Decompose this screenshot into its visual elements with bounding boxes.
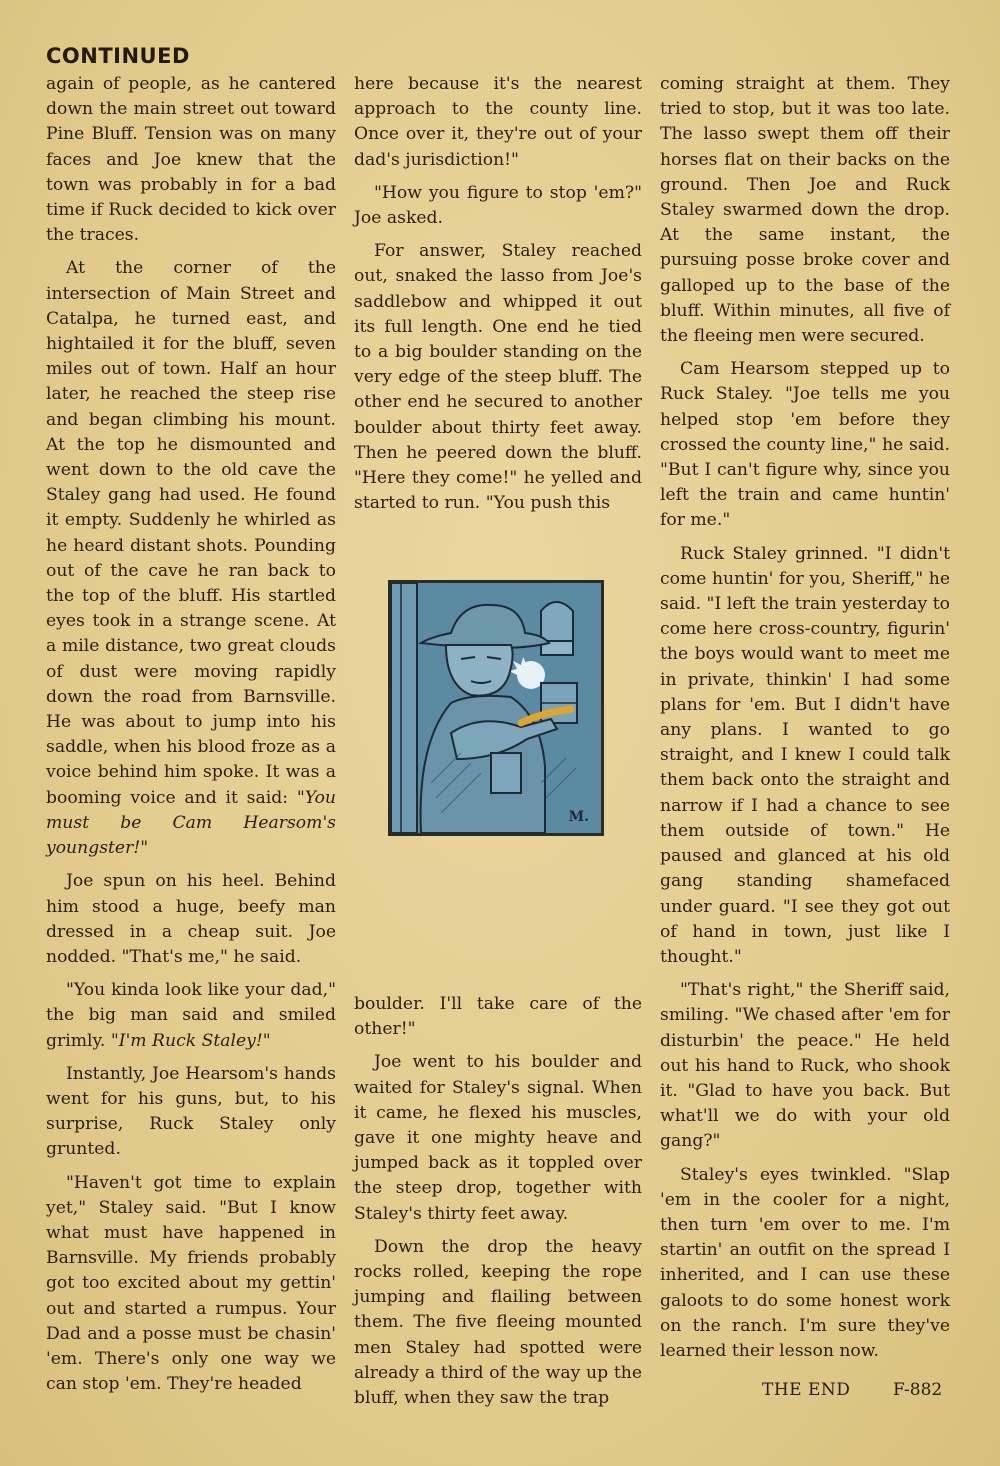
text-column-3: [660, 72, 950, 1372]
paragraph: "How you figure to stop 'em?" Joe asked.: [354, 182, 642, 229]
cowboy-illustration: [391, 583, 601, 833]
paragraph: "Haven't got time to explain yet," Staley said. "But I know what must have happened in Barnsville. My friends probably got too excited about my gettin' out and started a rumpus. Your Dad and a posse must be chasin' 'em. There's only one way we can stop 'em. They're headed: [46, 1172, 336, 1395]
quote-text: "You must be Cam Hearsom's youngster!": [46, 787, 336, 859]
text-column-1: [46, 72, 336, 1405]
paragraph: coming straight at them. They tried to stop, but it was too late. The lasso swept them off their horses flat on their backs on the ground. Then Joe and Ruck Staley swarmed down the drop. At the same instant, the pursuing posse broke cover and galloped up to the base of the bluff. Within minutes, all five of the fleeing men were secured.: [660, 74, 950, 347]
paragraph: Joe went to his boulder and waited for Staley's signal. When it came, he flexed his muscles, gave it one mighty heave and jumped back as it toppled over the steep drop, together with Staley's thirty feet away.: [354, 1052, 642, 1224]
paragraph: For answer, Staley reached out, snaked the lasso from Joe's saddlebow and whipped it out its full length. One end he tied to a big boulder standing on the very edge of the steep bluff. The other end he secured to another boulder about thirty feet away. Then he peered down the bluff. "Here they come!" he yelled and started to run. "You push this: [354, 241, 642, 514]
text-column-2-top: [354, 72, 642, 524]
paragraph: Cam Hearsom stepped up to Ruck Staley. "Joe tells me you helped stop 'em before they crossed the county line," he said. "But I can't figure why, since you left the train and came huntin' for me.": [660, 359, 950, 531]
illustration-panel: [388, 580, 604, 836]
paragraph: Down the drop the heavy rocks rolled, keeping the rope jumping and flailing between them. The five fleeing mounted men Staley had spotted were already a third of the way up the bluff, when they saw the trap: [354, 1236, 642, 1409]
paragraph: Staley's eyes twinkled. "Slap 'em in the cooler for a night, then turn 'em over to me. I'm startin' an outfit on the spread I inherited, and I can use these galoots to do some honest work on the ranch. I'm sure they've learned their lesson now.: [660, 1164, 950, 1361]
text-column-2-bottom: [354, 992, 642, 1419]
quote-text: "I'm Ruck Staley!": [110, 1030, 271, 1051]
paragraph: [46, 256, 336, 861]
paragraph: boulder. I'll take care of the other!": [354, 994, 642, 1040]
paragraph-text: "You kinda look like your dad," the big man said and smiled grimly.: [46, 980, 336, 1051]
paragraph-text: At the corner of the intersection of Main Street and Catalpa, he turned east, and hightailed it for the bluff, seven miles out of town. Half an hour later, he reached the steep rise and began climbing his mount. At the top he dismounted and went down to the old cave the Staley gang had used. He found it empty. Suddenly he whirled as he heard distant shots. Pounding out of the cave he ran back to the top of the bluff. His startled eyes took in a strange scene. At a mile distance, two great clouds of dust were moving rapidly down the road from Barnsville. He was about to jump into his saddle, when his blood froze as a voice behind him spoke. It was a booming voice and it said:: [46, 258, 336, 808]
paragraph: Ruck Staley grinned. "I didn't come huntin' for you, Sheriff," he said. "I left the train yesterday to come here cross-country, figurin' the boys would want to meet me in private, thinkin' I had some plans for 'em. But I didn't have any plans. I wanted to go straight, and I knew I could talk them back onto the straight and narrow if I had a chance to see them outside of town." He paused and glanced at his old gang standing shamefaced under guard. "I see they got out of hand in town, just like I thought.": [660, 543, 950, 967]
page-header: CONTINUED: [46, 44, 190, 68]
artist-signature: M.: [568, 809, 589, 825]
paragraph: here because it's the nearest approach to the county line. Once over it, they're out of your dad's jurisdiction!": [354, 74, 642, 170]
page-code: F-882: [893, 1380, 943, 1400]
paragraph: "That's right," the Sheriff said, smiling. "We chased after 'em for disturbin' the peace." He held out his hand to Ruck, who shook it. "Glad to have you back. But what'll we do with your old gang?": [660, 980, 950, 1152]
paragraph: [46, 978, 336, 1054]
paragraph: Joe spun on his heel. Behind him stood a huge, beefy man dressed in a cheap suit. Joe nodded. "That's me," he said.: [46, 871, 336, 967]
paragraph: again of people, as he cantered down the main street out toward Pine Bluff. Tension was on many faces and Joe knew that the town was probably in for a bad time if Ruck decided to kick over the traces.: [46, 74, 336, 246]
paragraph: Instantly, Joe Hearsom's hands went for his guns, but, to his surprise, Ruck Staley only grunted.: [46, 1063, 336, 1160]
the-end-label: THE END: [762, 1380, 851, 1400]
